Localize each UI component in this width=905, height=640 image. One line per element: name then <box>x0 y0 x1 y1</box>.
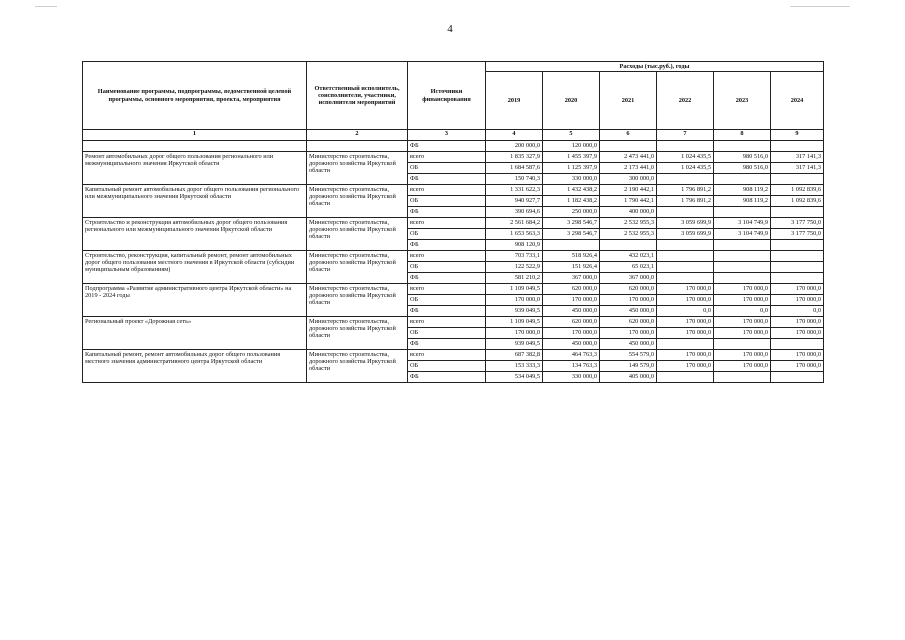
value-cell: 3 059 699,9 <box>657 218 714 229</box>
source-cell: всего <box>408 218 486 229</box>
value-cell: 0,0 <box>771 306 824 317</box>
value-cell <box>714 339 771 350</box>
value-cell <box>771 251 824 262</box>
executor-name: Министерство строительства, дорожного хозяйства Иркутской области <box>307 218 408 251</box>
value-cell: 1 790 442,1 <box>600 196 657 207</box>
value-cell: 330 000,0 <box>543 174 600 185</box>
value-cell: 170 000,0 <box>771 350 824 361</box>
source-cell: ОБ <box>408 262 486 273</box>
value-cell: 170 000,0 <box>657 284 714 295</box>
source-cell: ФБ <box>408 141 486 152</box>
value-cell: 170 000,0 <box>714 284 771 295</box>
value-cell: 170 000,0 <box>714 295 771 306</box>
activity-name: Строительство и реконструкция автомобильных дорог общего пользования регионального или межмуниципального значения Иркутской области <box>83 218 307 251</box>
source-cell: ФБ <box>408 273 486 284</box>
executor-name: Министерство строительства, дорожного хозяйства Иркутской области <box>307 350 408 383</box>
column-number: 4 <box>486 130 543 141</box>
value-cell: 1 653 563,3 <box>486 229 543 240</box>
header-year: 2019 <box>486 72 543 130</box>
value-cell: 1 109 049,5 <box>486 284 543 295</box>
value-cell: 939 049,5 <box>486 339 543 350</box>
value-cell: 581 210,2 <box>486 273 543 284</box>
header-name: Наименование программы, подпрограммы, ведомственной целевой программы, основного мероприятия, проекта, мероприятия <box>83 62 307 130</box>
value-cell: 151 926,4 <box>543 262 600 273</box>
value-cell: 150 740,3 <box>486 174 543 185</box>
table-row <box>83 141 824 152</box>
value-cell: 170 000,0 <box>486 328 543 339</box>
value-cell: 687 382,8 <box>486 350 543 361</box>
value-cell: 3 177 750,0 <box>771 218 824 229</box>
source-cell: всего <box>408 350 486 361</box>
value-cell: 149 579,0 <box>600 361 657 372</box>
activity-name: Капитальный ремонт, ремонт автомобильных дорог общего пользования местного значения административного центра Иркутской области <box>83 350 307 383</box>
value-cell <box>771 273 824 284</box>
source-cell: всего <box>408 317 486 328</box>
value-cell: 3 104 749,9 <box>714 218 771 229</box>
value-cell: 317 141,3 <box>771 152 824 163</box>
value-cell: 1 182 438,2 <box>543 196 600 207</box>
value-cell: 2 173 441,0 <box>600 163 657 174</box>
value-cell: 1 024 435,5 <box>657 163 714 174</box>
value-cell <box>657 262 714 273</box>
value-cell: 65 023,1 <box>600 262 657 273</box>
value-cell: 1 092 839,6 <box>771 185 824 196</box>
header-source: Источники финансирования <box>408 62 486 130</box>
value-cell: 170 000,0 <box>771 284 824 295</box>
source-cell: ОБ <box>408 196 486 207</box>
value-cell: 122 522,9 <box>486 262 543 273</box>
value-cell: 1 455 397,9 <box>543 152 600 163</box>
source-cell: ФБ <box>408 174 486 185</box>
page-number: 4 <box>447 23 453 35</box>
header-year: 2023 <box>714 72 771 130</box>
value-cell <box>714 141 771 152</box>
value-cell: 0,0 <box>714 306 771 317</box>
value-cell: 940 927,7 <box>486 196 543 207</box>
value-cell: 300 000,0 <box>600 174 657 185</box>
value-cell: 620 000,0 <box>600 284 657 295</box>
table-header <box>83 62 824 141</box>
value-cell: 1 092 839,6 <box>771 196 824 207</box>
column-number: 3 <box>408 130 486 141</box>
value-cell: 390 694,6 <box>486 207 543 218</box>
value-cell <box>657 273 714 284</box>
value-cell: 330 000,0 <box>543 372 600 383</box>
value-cell <box>714 262 771 273</box>
column-number: 2 <box>307 130 408 141</box>
value-cell: 134 763,3 <box>543 361 600 372</box>
source-cell: ОБ <box>408 229 486 240</box>
column-number: 5 <box>543 130 600 141</box>
value-cell: 980 516,0 <box>714 163 771 174</box>
table-row <box>83 317 824 328</box>
value-cell <box>771 262 824 273</box>
value-cell: 432 023,1 <box>600 251 657 262</box>
value-cell: 450 000,0 <box>600 339 657 350</box>
value-cell: 908 119,2 <box>714 196 771 207</box>
executor-name: Министерство строительства, дорожного хозяйства Иркутской области <box>307 251 408 284</box>
value-cell: 939 049,5 <box>486 306 543 317</box>
value-cell: 170 000,0 <box>657 328 714 339</box>
source-cell: ФБ <box>408 207 486 218</box>
table-row <box>83 251 824 262</box>
value-cell: 464 763,3 <box>543 350 600 361</box>
value-cell: 2 190 442,1 <box>600 185 657 196</box>
header-executor: Ответственный исполнитель, соисполнители, участники, исполнители мероприятий <box>307 62 408 130</box>
value-cell <box>771 372 824 383</box>
value-cell: 1 125 397,9 <box>543 163 600 174</box>
value-cell: 0,0 <box>657 306 714 317</box>
source-cell: ФБ <box>408 240 486 251</box>
value-cell: 170 000,0 <box>486 295 543 306</box>
value-cell: 1 796 891,2 <box>657 196 714 207</box>
table-row <box>83 218 824 229</box>
value-cell <box>657 372 714 383</box>
value-cell <box>771 207 824 218</box>
activity-name: Капитальный ремонт автомобильных дорог общего пользования регионального или межмуниципального значения Иркутской области <box>83 185 307 218</box>
source-cell: ФБ <box>408 372 486 383</box>
source-cell: всего <box>408 284 486 295</box>
value-cell: 405 000,0 <box>600 372 657 383</box>
value-cell: 1 684 587,6 <box>486 163 543 174</box>
value-cell: 250 000,0 <box>543 207 600 218</box>
value-cell <box>543 240 600 251</box>
activity-name: Подпрограмма «Развитие административного центра Иркутской области» на 2019 - 2024 годы <box>83 284 307 317</box>
source-cell: всего <box>408 251 486 262</box>
value-cell: 200 000,0 <box>486 141 543 152</box>
value-cell <box>771 240 824 251</box>
value-cell <box>771 141 824 152</box>
table-row <box>83 350 824 361</box>
value-cell: 170 000,0 <box>771 328 824 339</box>
value-cell: 1 796 891,2 <box>657 185 714 196</box>
value-cell: 317 141,3 <box>771 163 824 174</box>
value-cell <box>714 251 771 262</box>
value-cell: 620 000,0 <box>543 317 600 328</box>
value-cell: 450 000,0 <box>543 306 600 317</box>
continuation-executor-cell <box>307 141 408 152</box>
value-cell: 170 000,0 <box>714 361 771 372</box>
scan-mark-top-right <box>790 6 850 7</box>
value-cell: 3 298 546,7 <box>543 229 600 240</box>
source-cell: всего <box>408 152 486 163</box>
value-cell: 170 000,0 <box>600 295 657 306</box>
table-row <box>83 152 824 163</box>
value-cell: 170 000,0 <box>771 317 824 328</box>
value-cell <box>714 207 771 218</box>
value-cell: 2 473 441,0 <box>600 152 657 163</box>
value-cell: 3 104 749,9 <box>714 229 771 240</box>
table-row <box>83 185 824 196</box>
value-cell: 620 000,0 <box>543 284 600 295</box>
value-cell: 2 561 684,2 <box>486 218 543 229</box>
column-number: 1 <box>83 130 307 141</box>
value-cell <box>657 251 714 262</box>
source-cell: ОБ <box>408 328 486 339</box>
column-number: 9 <box>771 130 824 141</box>
value-cell: 1 331 622,3 <box>486 185 543 196</box>
table-body <box>83 141 824 383</box>
executor-name: Министерство строительства, дорожного хозяйства Иркутской области <box>307 185 408 218</box>
value-cell: 518 926,4 <box>543 251 600 262</box>
value-cell: 534 049,5 <box>486 372 543 383</box>
value-cell: 170 000,0 <box>543 295 600 306</box>
activity-name: Ремонт автомобильных дорог общего пользования регионального или межмуниципального значения Иркутской области <box>83 152 307 185</box>
value-cell <box>714 174 771 185</box>
value-cell: 400 000,0 <box>600 207 657 218</box>
value-cell: 170 000,0 <box>600 328 657 339</box>
value-cell <box>714 372 771 383</box>
value-cell: 980 516,0 <box>714 152 771 163</box>
budget-table <box>82 61 824 383</box>
value-cell: 450 000,0 <box>600 306 657 317</box>
value-cell: 703 733,1 <box>486 251 543 262</box>
continuation-name-cell <box>83 141 307 152</box>
header-expenses: Расходы (тыс.руб.), годы <box>486 62 824 72</box>
value-cell: 1 109 049,5 <box>486 317 543 328</box>
header-year: 2020 <box>543 72 600 130</box>
scan-mark-top-left <box>35 6 57 7</box>
executor-name: Министерство строительства, дорожного хозяйства Иркутской области <box>307 152 408 185</box>
value-cell: 153 333,3 <box>486 361 543 372</box>
value-cell: 170 000,0 <box>657 350 714 361</box>
source-cell: всего <box>408 185 486 196</box>
value-cell: 3 298 546,7 <box>543 218 600 229</box>
source-cell: ОБ <box>408 361 486 372</box>
source-cell: ФБ <box>408 306 486 317</box>
value-cell <box>714 273 771 284</box>
value-cell: 3 059 699,9 <box>657 229 714 240</box>
value-cell <box>657 141 714 152</box>
value-cell: 367 000,0 <box>543 273 600 284</box>
value-cell: 170 000,0 <box>771 295 824 306</box>
value-cell <box>657 339 714 350</box>
executor-name: Министерство строительства, дорожного хозяйства Иркутской области <box>307 284 408 317</box>
value-cell <box>714 240 771 251</box>
header-year: 2024 <box>771 72 824 130</box>
value-cell: 170 000,0 <box>657 361 714 372</box>
executor-name: Министерство строительства, дорожного хозяйства Иркутской области <box>307 317 408 350</box>
value-cell: 908 120,9 <box>486 240 543 251</box>
value-cell: 170 000,0 <box>714 317 771 328</box>
column-number: 6 <box>600 130 657 141</box>
activity-name: Региональный проект «Дорожная сеть» <box>83 317 307 350</box>
source-cell: ФБ <box>408 339 486 350</box>
value-cell: 170 000,0 <box>771 361 824 372</box>
column-number: 8 <box>714 130 771 141</box>
header-year: 2022 <box>657 72 714 130</box>
activity-name: Строительство, реконструкция, капитальный ремонт, ремонт автомобильных дорог общего пользования местного значения в Иркутской области (субсидии муниципальным образованиям) <box>83 251 307 284</box>
value-cell: 170 000,0 <box>543 328 600 339</box>
value-cell <box>600 141 657 152</box>
header-year: 2021 <box>600 72 657 130</box>
value-cell: 170 000,0 <box>714 328 771 339</box>
value-cell: 1 024 435,5 <box>657 152 714 163</box>
value-cell: 620 000,0 <box>600 317 657 328</box>
value-cell: 3 177 750,0 <box>771 229 824 240</box>
value-cell: 1 835 327,9 <box>486 152 543 163</box>
value-cell: 170 000,0 <box>657 317 714 328</box>
value-cell <box>657 174 714 185</box>
value-cell: 908 119,2 <box>714 185 771 196</box>
value-cell: 2 532 955,3 <box>600 218 657 229</box>
value-cell: 1 432 438,2 <box>543 185 600 196</box>
source-cell: ОБ <box>408 295 486 306</box>
value-cell: 170 000,0 <box>657 295 714 306</box>
value-cell <box>657 207 714 218</box>
column-number: 7 <box>657 130 714 141</box>
value-cell: 450 000,0 <box>543 339 600 350</box>
value-cell: 2 532 955,3 <box>600 229 657 240</box>
value-cell <box>657 240 714 251</box>
value-cell: 120 000,0 <box>543 141 600 152</box>
table-row <box>83 284 824 295</box>
value-cell: 554 579,0 <box>600 350 657 361</box>
source-cell: ОБ <box>408 163 486 174</box>
value-cell <box>771 339 824 350</box>
value-cell: 367 000,0 <box>600 273 657 284</box>
value-cell: 170 000,0 <box>714 350 771 361</box>
value-cell <box>600 240 657 251</box>
value-cell <box>771 174 824 185</box>
